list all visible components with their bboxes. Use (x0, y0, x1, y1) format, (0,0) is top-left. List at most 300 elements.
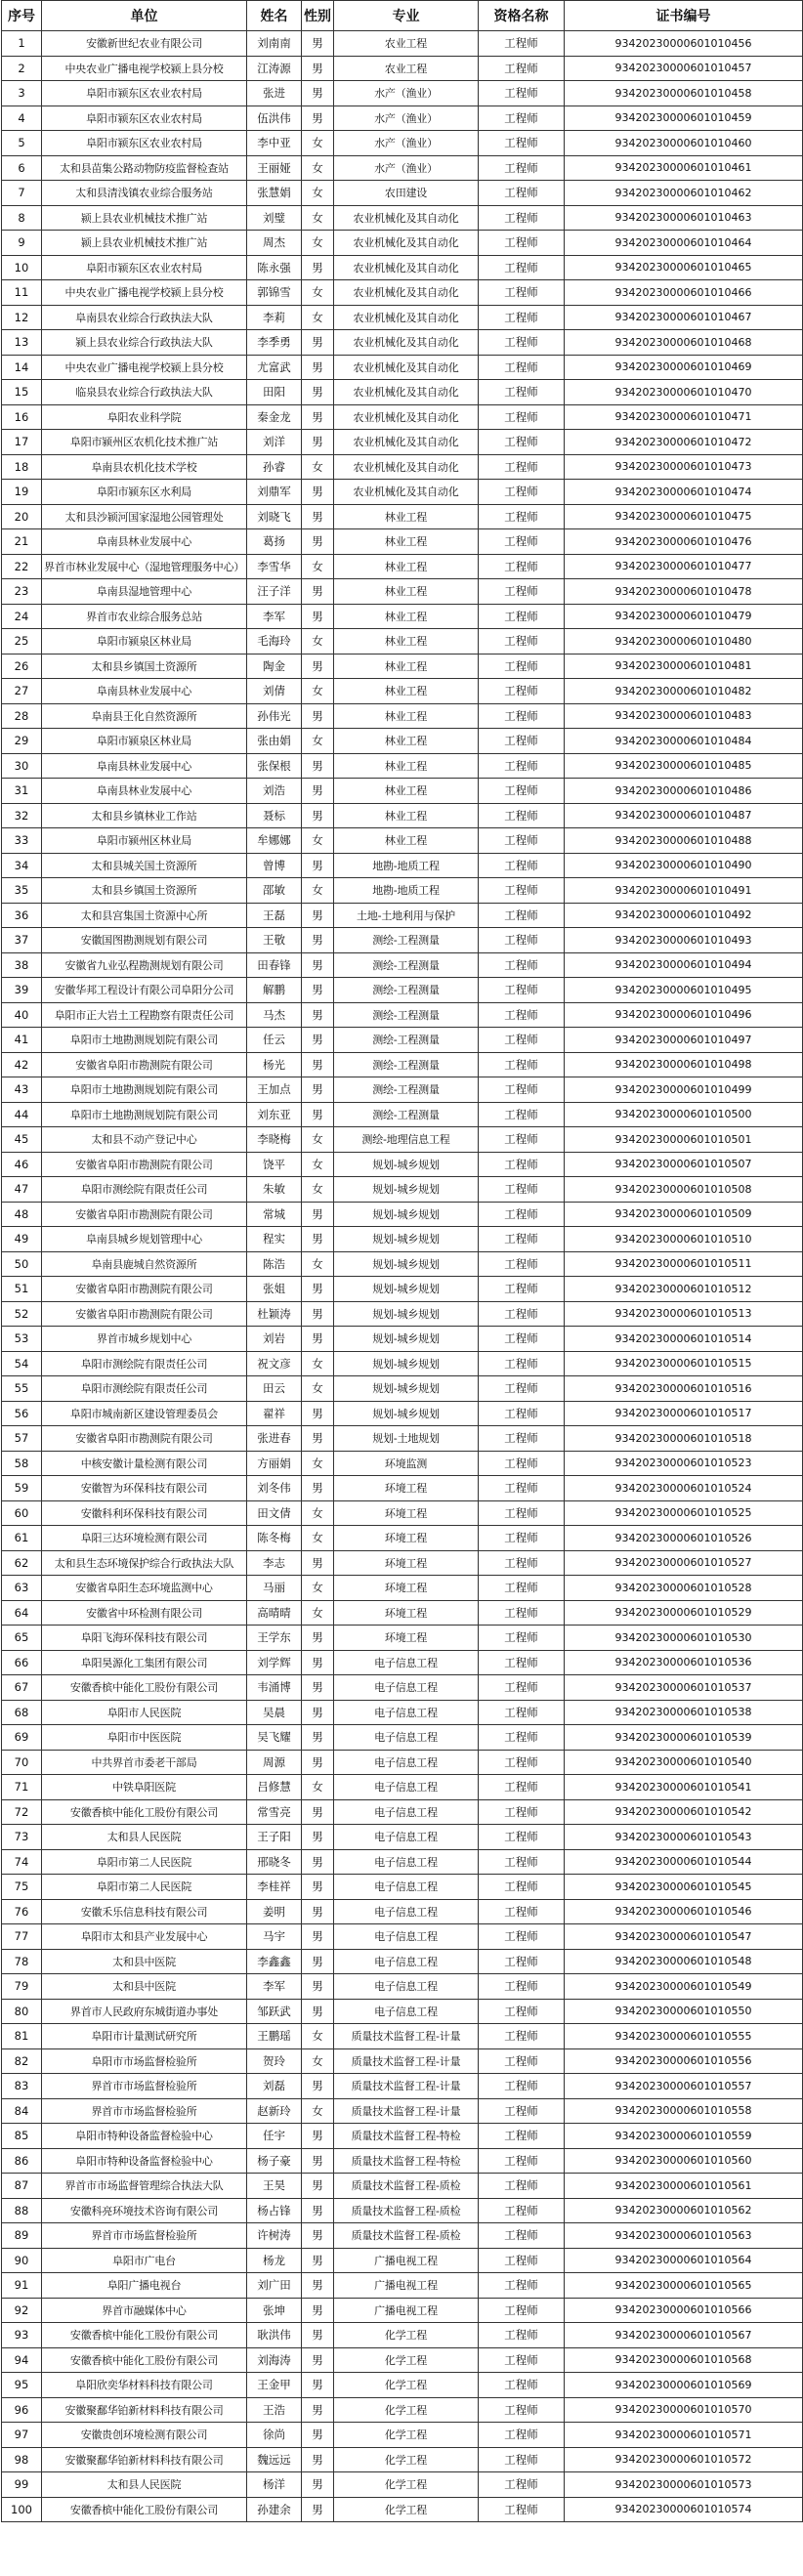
cell-cert: 93420230000601010477 (565, 554, 803, 579)
cell-cert: 93420230000601010524 (565, 1476, 803, 1501)
cell-cert: 93420230000601010507 (565, 1152, 803, 1177)
cell-unit: 阜阳农业科学院 (42, 404, 247, 430)
cell-name: 刘岩 (247, 1327, 302, 1352)
cell-unit: 界首市市场监督检验所 (42, 2074, 247, 2099)
cell-qualification: 工程师 (479, 2124, 565, 2149)
cell-gender: 女 (302, 1127, 334, 1153)
cell-name: 张由娟 (247, 729, 302, 754)
cell-no: 63 (2, 1576, 42, 1601)
table-row (2, 380, 803, 405)
cell-no: 30 (2, 753, 42, 779)
cell-major: 电子信息工程 (334, 1725, 479, 1751)
cell-no: 47 (2, 1177, 42, 1203)
cell-name: 杨龙 (247, 2248, 302, 2273)
cell-qualification: 工程师 (479, 305, 565, 330)
cell-cert: 93420230000601010484 (565, 729, 803, 754)
cell-cert: 93420230000601010497 (565, 1028, 803, 1053)
cell-qualification: 工程师 (479, 978, 565, 1003)
cell-gender: 男 (302, 1650, 334, 1675)
cell-unit: 太和县城关国土资源所 (42, 853, 247, 878)
cell-name: 李中亚 (247, 131, 302, 156)
cell-qualification: 工程师 (479, 205, 565, 231)
cell-major: 化学工程 (334, 2447, 479, 2472)
cell-cert: 93420230000601010570 (565, 2397, 803, 2423)
cell-major: 农业机械化及其自动化 (334, 404, 479, 430)
cell-unit: 阜阳市计量测试研究所 (42, 2024, 247, 2049)
cell-name: 姜明 (247, 1899, 302, 1924)
cell-unit: 阜阳市中医医院 (42, 1725, 247, 1751)
cell-gender: 男 (302, 2273, 334, 2299)
cell-no: 73 (2, 1825, 42, 1850)
cell-gender: 女 (302, 828, 334, 854)
cell-major: 化学工程 (334, 2472, 479, 2498)
cell-major: 规划-城乡规划 (334, 1301, 479, 1327)
cell-major: 广播电视工程 (334, 2298, 479, 2323)
cell-cert: 93420230000601010573 (565, 2472, 803, 2498)
cell-gender: 男 (302, 1077, 334, 1103)
cell-qualification: 工程师 (479, 779, 565, 804)
cell-qualification: 工程师 (479, 2298, 565, 2323)
cell-unit: 阜阳市颍东区农业农村局 (42, 255, 247, 280)
cell-qualification: 工程师 (479, 1177, 565, 1203)
cell-qualification: 工程师 (479, 878, 565, 904)
cell-no: 18 (2, 454, 42, 480)
cell-major: 化学工程 (334, 2323, 479, 2348)
table-row (2, 504, 803, 529)
cell-name: 刘洋 (247, 430, 302, 455)
cell-gender: 男 (302, 1725, 334, 1751)
cell-cert: 93420230000601010541 (565, 1775, 803, 1800)
cell-gender: 男 (302, 2223, 334, 2249)
cell-qualification: 工程师 (479, 1650, 565, 1675)
cell-name: 田阳 (247, 380, 302, 405)
cell-cert: 93420230000601010538 (565, 1700, 803, 1725)
table-row (2, 1327, 803, 1352)
cell-no: 5 (2, 131, 42, 156)
table-row (2, 2098, 803, 2124)
cell-unit: 中央农业广播电视学校颍上县分校 (42, 280, 247, 306)
cell-gender: 男 (302, 579, 334, 605)
cell-qualification: 工程师 (479, 106, 565, 131)
cell-cert: 93420230000601010464 (565, 231, 803, 256)
cell-unit: 安徽聚鄱华铂新材料科技有限公司 (42, 2447, 247, 2472)
cell-major: 电子信息工程 (334, 1849, 479, 1875)
cell-gender: 男 (302, 1301, 334, 1327)
cell-major: 环境工程 (334, 1576, 479, 1601)
table-row (2, 629, 803, 655)
cell-cert: 93420230000601010480 (565, 629, 803, 655)
cell-no: 54 (2, 1351, 42, 1376)
table-row (2, 1974, 803, 2000)
cell-name: 李军 (247, 1974, 302, 2000)
cell-gender: 男 (302, 1924, 334, 1950)
cell-cert: 93420230000601010574 (565, 2497, 803, 2522)
cell-qualification: 工程师 (479, 2223, 565, 2249)
table-row (2, 1949, 803, 1974)
cell-no: 77 (2, 1924, 42, 1950)
cell-cert: 93420230000601010542 (565, 1799, 803, 1825)
table-row (2, 1127, 803, 1153)
cell-gender: 男 (302, 1999, 334, 2024)
cell-unit: 阜阳市土地勘测规划院有限公司 (42, 1102, 247, 1127)
cell-gender: 女 (302, 1775, 334, 1800)
cell-gender: 男 (302, 380, 334, 405)
cell-gender: 女 (302, 280, 334, 306)
cell-name: 田春锋 (247, 952, 302, 978)
table-row (2, 355, 803, 380)
cell-major: 测绘-工程测量 (334, 952, 479, 978)
cell-gender: 女 (302, 878, 334, 904)
cell-name: 邹跃武 (247, 1999, 302, 2024)
cell-no: 95 (2, 2373, 42, 2398)
cell-qualification: 工程师 (479, 1127, 565, 1153)
cell-gender: 女 (302, 1376, 334, 1402)
cell-unit: 阜南县林业发展中心 (42, 529, 247, 555)
table-row (2, 1052, 803, 1077)
cell-gender: 女 (302, 1351, 334, 1376)
cell-cert: 93420230000601010472 (565, 430, 803, 455)
cell-cert: 93420230000601010501 (565, 1127, 803, 1153)
cell-major: 规划-城乡规划 (334, 1152, 479, 1177)
cell-cert: 93420230000601010559 (565, 2124, 803, 2149)
cell-major: 地勘-地质工程 (334, 853, 479, 878)
table-row (2, 1277, 803, 1302)
cell-name: 吕修慧 (247, 1775, 302, 1800)
cell-cert: 93420230000601010528 (565, 1576, 803, 1601)
cell-gender: 女 (302, 305, 334, 330)
cell-major: 化学工程 (334, 2373, 479, 2398)
cell-major: 广播电视工程 (334, 2248, 479, 2273)
cell-major: 林业工程 (334, 779, 479, 804)
cell-major: 化学工程 (334, 2497, 479, 2522)
cell-qualification: 工程师 (479, 2472, 565, 2498)
cell-cert: 93420230000601010546 (565, 1899, 803, 1924)
table-row (2, 703, 803, 729)
cell-cert: 93420230000601010549 (565, 1974, 803, 2000)
cell-unit: 太和县乡镇国土资源所 (42, 878, 247, 904)
cell-name: 江涛源 (247, 56, 302, 81)
cell-unit: 太和县宫集国土资源中心所 (42, 903, 247, 928)
cell-major: 林业工程 (334, 703, 479, 729)
table-row (2, 779, 803, 804)
cell-major: 环境工程 (334, 1500, 479, 1526)
cell-no: 55 (2, 1376, 42, 1402)
table-row (2, 2273, 803, 2299)
table-body (2, 31, 803, 2522)
cell-gender: 男 (302, 404, 334, 430)
cell-name: 王子阳 (247, 1825, 302, 1850)
cell-no: 65 (2, 1626, 42, 1651)
header-name: 姓名 (247, 1, 302, 31)
header-major: 专业 (334, 1, 479, 31)
cell-name: 田云 (247, 1376, 302, 1402)
cell-major: 测绘-工程测量 (334, 1102, 479, 1127)
cell-qualification: 工程师 (479, 604, 565, 629)
cell-cert: 93420230000601010510 (565, 1227, 803, 1252)
cell-cert: 93420230000601010556 (565, 2048, 803, 2074)
cell-name: 刘鼎军 (247, 480, 302, 505)
cell-qualification: 工程师 (479, 2198, 565, 2223)
cell-no: 16 (2, 404, 42, 430)
table-row (2, 131, 803, 156)
cell-no: 74 (2, 1849, 42, 1875)
cell-no: 1 (2, 31, 42, 57)
cell-no: 61 (2, 1526, 42, 1551)
cell-cert: 93420230000601010467 (565, 305, 803, 330)
cell-unit: 安徽聚鄱华铂新材料科技有限公司 (42, 2397, 247, 2423)
cell-unit: 阜南县林业发展中心 (42, 753, 247, 779)
cell-major: 农业机械化及其自动化 (334, 231, 479, 256)
table-row (2, 878, 803, 904)
cell-major: 电子信息工程 (334, 1750, 479, 1775)
cell-major: 测绘-工程测量 (334, 1052, 479, 1077)
cell-no: 13 (2, 330, 42, 356)
cell-gender: 女 (302, 231, 334, 256)
cell-gender: 男 (302, 2423, 334, 2448)
table-row (2, 1799, 803, 1825)
table-row (2, 2024, 803, 2049)
table-row (2, 1451, 803, 1476)
cell-cert: 93420230000601010569 (565, 2373, 803, 2398)
cell-no: 28 (2, 703, 42, 729)
cell-qualification: 工程师 (479, 1227, 565, 1252)
cell-qualification: 工程师 (479, 31, 565, 57)
cell-gender: 男 (302, 81, 334, 106)
cell-no: 88 (2, 2198, 42, 2223)
cell-unit: 界首市林业发展中心（湿地管理服务中心） (42, 554, 247, 579)
cell-unit: 中共界首市委老干部局 (42, 1750, 247, 1775)
cell-gender: 女 (302, 2098, 334, 2124)
cell-qualification: 工程师 (479, 1052, 565, 1077)
cell-no: 68 (2, 1700, 42, 1725)
cell-no: 19 (2, 480, 42, 505)
cell-qualification: 工程师 (479, 1576, 565, 1601)
cell-name: 张进 (247, 81, 302, 106)
cell-unit: 安徽省阜阳市勘测院有限公司 (42, 1052, 247, 1077)
table-row (2, 952, 803, 978)
cell-unit: 安徽省九业弘程勘测规划有限公司 (42, 952, 247, 978)
cell-qualification: 工程师 (479, 2423, 565, 2448)
cell-major: 质量技术监督工程-计量 (334, 2048, 479, 2074)
table-row (2, 1600, 803, 1626)
cell-gender: 女 (302, 2024, 334, 2049)
cell-cert: 93420230000601010547 (565, 1924, 803, 1950)
cell-gender: 女 (302, 554, 334, 579)
cell-qualification: 工程师 (479, 1351, 565, 1376)
cell-qualification: 工程师 (479, 2397, 565, 2423)
cell-qualification: 工程师 (479, 404, 565, 430)
cell-cert: 93420230000601010544 (565, 1849, 803, 1875)
cell-gender: 男 (302, 1750, 334, 1775)
table-row (2, 1426, 803, 1452)
table-row (2, 280, 803, 306)
cell-major: 环境工程 (334, 1626, 479, 1651)
cell-no: 41 (2, 1028, 42, 1053)
cell-unit: 阜南县林业发展中心 (42, 679, 247, 704)
cell-gender: 男 (302, 1675, 334, 1701)
cell-unit: 界首市市场监督检验所 (42, 2098, 247, 2124)
cell-major: 林业工程 (334, 654, 479, 679)
cell-name: 邢晓冬 (247, 1849, 302, 1875)
cell-unit: 安徽香槟中能化工股份有限公司 (42, 1799, 247, 1825)
cell-unit: 太和县生态环境保护综合行政执法大队 (42, 1550, 247, 1576)
table-row (2, 2323, 803, 2348)
cell-name: 张坤 (247, 2298, 302, 2323)
cell-major: 农业工程 (334, 56, 479, 81)
table-header (2, 1, 803, 31)
cell-cert: 93420230000601010498 (565, 1052, 803, 1077)
cell-qualification: 工程师 (479, 430, 565, 455)
cell-gender: 男 (302, 1875, 334, 1900)
cell-unit: 安徽新世纪农业有限公司 (42, 31, 247, 57)
table-row (2, 231, 803, 256)
cell-major: 电子信息工程 (334, 1924, 479, 1950)
cell-name: 刘南南 (247, 31, 302, 57)
cell-name: 王磊 (247, 903, 302, 928)
table-row (2, 2174, 803, 2199)
cell-qualification: 工程师 (479, 1974, 565, 2000)
cell-qualification: 工程师 (479, 2248, 565, 2273)
cell-cert: 93420230000601010572 (565, 2447, 803, 2472)
cell-unit: 太和县中医院 (42, 1949, 247, 1974)
cell-unit: 安徽省中环检测有限公司 (42, 1600, 247, 1626)
cell-qualification: 工程师 (479, 504, 565, 529)
cell-major: 林业工程 (334, 729, 479, 754)
cell-qualification: 工程师 (479, 255, 565, 280)
cell-major: 规划-城乡规划 (334, 1376, 479, 1402)
cell-unit: 颍上县农业综合行政执法大队 (42, 330, 247, 356)
cell-name: 王学东 (247, 1626, 302, 1651)
cell-cert: 93420230000601010470 (565, 380, 803, 405)
cell-name: 王昊 (247, 2174, 302, 2199)
cell-cert: 93420230000601010457 (565, 56, 803, 81)
cell-no: 64 (2, 1600, 42, 1626)
cell-cert: 93420230000601010543 (565, 1825, 803, 1850)
cell-major: 农业机械化及其自动化 (334, 305, 479, 330)
cell-gender: 男 (302, 1401, 334, 1426)
cell-gender: 女 (302, 1152, 334, 1177)
cell-no: 42 (2, 1052, 42, 1077)
cell-qualification: 工程师 (479, 2323, 565, 2348)
cell-name: 杨子豪 (247, 2148, 302, 2174)
cell-name: 曾博 (247, 853, 302, 878)
cell-unit: 临泉县农业综合行政执法大队 (42, 380, 247, 405)
cell-major: 农业机械化及其自动化 (334, 480, 479, 505)
cell-cert: 93420230000601010515 (565, 1351, 803, 1376)
cell-name: 马宇 (247, 1924, 302, 1950)
cell-qualification: 工程师 (479, 1626, 565, 1651)
cell-unit: 界首市市场监督检验所 (42, 2223, 247, 2249)
table-row (2, 454, 803, 480)
cell-no: 62 (2, 1550, 42, 1576)
cell-unit: 中铁阜阳医院 (42, 1775, 247, 1800)
cell-no: 11 (2, 280, 42, 306)
cell-cert: 93420230000601010557 (565, 2074, 803, 2099)
cell-name: 王金甲 (247, 2373, 302, 2398)
cell-cert: 93420230000601010539 (565, 1725, 803, 1751)
cell-qualification: 工程师 (479, 155, 565, 181)
cell-major: 农业机械化及其自动化 (334, 430, 479, 455)
cell-no: 26 (2, 654, 42, 679)
cell-cert: 93420230000601010475 (565, 504, 803, 529)
cell-name: 周源 (247, 1750, 302, 1775)
cell-gender: 女 (302, 1500, 334, 1526)
table-row (2, 2447, 803, 2472)
table-row (2, 2048, 803, 2074)
cell-cert: 93420230000601010555 (565, 2024, 803, 2049)
cell-major: 电子信息工程 (334, 1875, 479, 1900)
cell-major: 林业工程 (334, 828, 479, 854)
cell-qualification: 工程师 (479, 1277, 565, 1302)
cell-gender: 男 (302, 2248, 334, 2273)
cell-major: 规划-城乡规划 (334, 1351, 479, 1376)
cell-gender: 男 (302, 779, 334, 804)
cell-cert: 93420230000601010529 (565, 1600, 803, 1626)
cell-major: 规划-城乡规划 (334, 1327, 479, 1352)
cell-no: 12 (2, 305, 42, 330)
cell-unit: 阜阳市颍东区农业农村局 (42, 106, 247, 131)
cell-no: 100 (2, 2497, 42, 2522)
table-row (2, 56, 803, 81)
cell-cert: 93420230000601010496 (565, 1002, 803, 1028)
cell-unit: 阜阳市第二人民医院 (42, 1849, 247, 1875)
cell-major: 质量技术监督工程-质检 (334, 2198, 479, 2223)
cell-gender: 男 (302, 2323, 334, 2348)
cell-major: 农业工程 (334, 31, 479, 57)
cell-unit: 太和县人民医院 (42, 2472, 247, 2498)
cell-name: 葛扬 (247, 529, 302, 555)
cell-unit: 安徽省阜阳市勘测院有限公司 (42, 1202, 247, 1227)
cell-major: 规划-城乡规划 (334, 1251, 479, 1277)
table-row (2, 604, 803, 629)
cell-major: 林业工程 (334, 529, 479, 555)
header-row (2, 1, 803, 31)
cell-gender: 男 (302, 504, 334, 529)
cell-no: 46 (2, 1152, 42, 1177)
cell-unit: 安徽香槟中能化工股份有限公司 (42, 2497, 247, 2522)
cell-major: 电子信息工程 (334, 1949, 479, 1974)
cell-major: 电子信息工程 (334, 1775, 479, 1800)
cell-name: 王丽娅 (247, 155, 302, 181)
cell-unit: 安徽香槟中能化工股份有限公司 (42, 2347, 247, 2373)
table-row (2, 1476, 803, 1501)
cell-unit: 阜阳市第二人民医院 (42, 1875, 247, 1900)
cell-qualification: 工程师 (479, 355, 565, 380)
table-row (2, 1401, 803, 1426)
cell-no: 38 (2, 952, 42, 978)
table-row (2, 1675, 803, 1701)
cell-no: 91 (2, 2273, 42, 2299)
cell-gender: 男 (302, 1426, 334, 1452)
cell-no: 9 (2, 231, 42, 256)
cell-name: 王浩 (247, 2397, 302, 2423)
table-row (2, 554, 803, 579)
cell-cert: 93420230000601010468 (565, 330, 803, 356)
cell-no: 81 (2, 2024, 42, 2049)
cell-cert: 93420230000601010460 (565, 131, 803, 156)
cell-major: 环境监测 (334, 1451, 479, 1476)
cell-major: 测绘-工程测量 (334, 928, 479, 953)
cell-unit: 阜阳三达环境检测有限公司 (42, 1526, 247, 1551)
cell-qualification: 工程师 (479, 1327, 565, 1352)
cell-cert: 93420230000601010536 (565, 1650, 803, 1675)
table-row (2, 579, 803, 605)
cell-cert: 93420230000601010476 (565, 529, 803, 555)
table-row (2, 430, 803, 455)
cell-unit: 太和县乡镇国土资源所 (42, 654, 247, 679)
cell-gender: 男 (302, 903, 334, 928)
cell-qualification: 工程师 (479, 729, 565, 754)
